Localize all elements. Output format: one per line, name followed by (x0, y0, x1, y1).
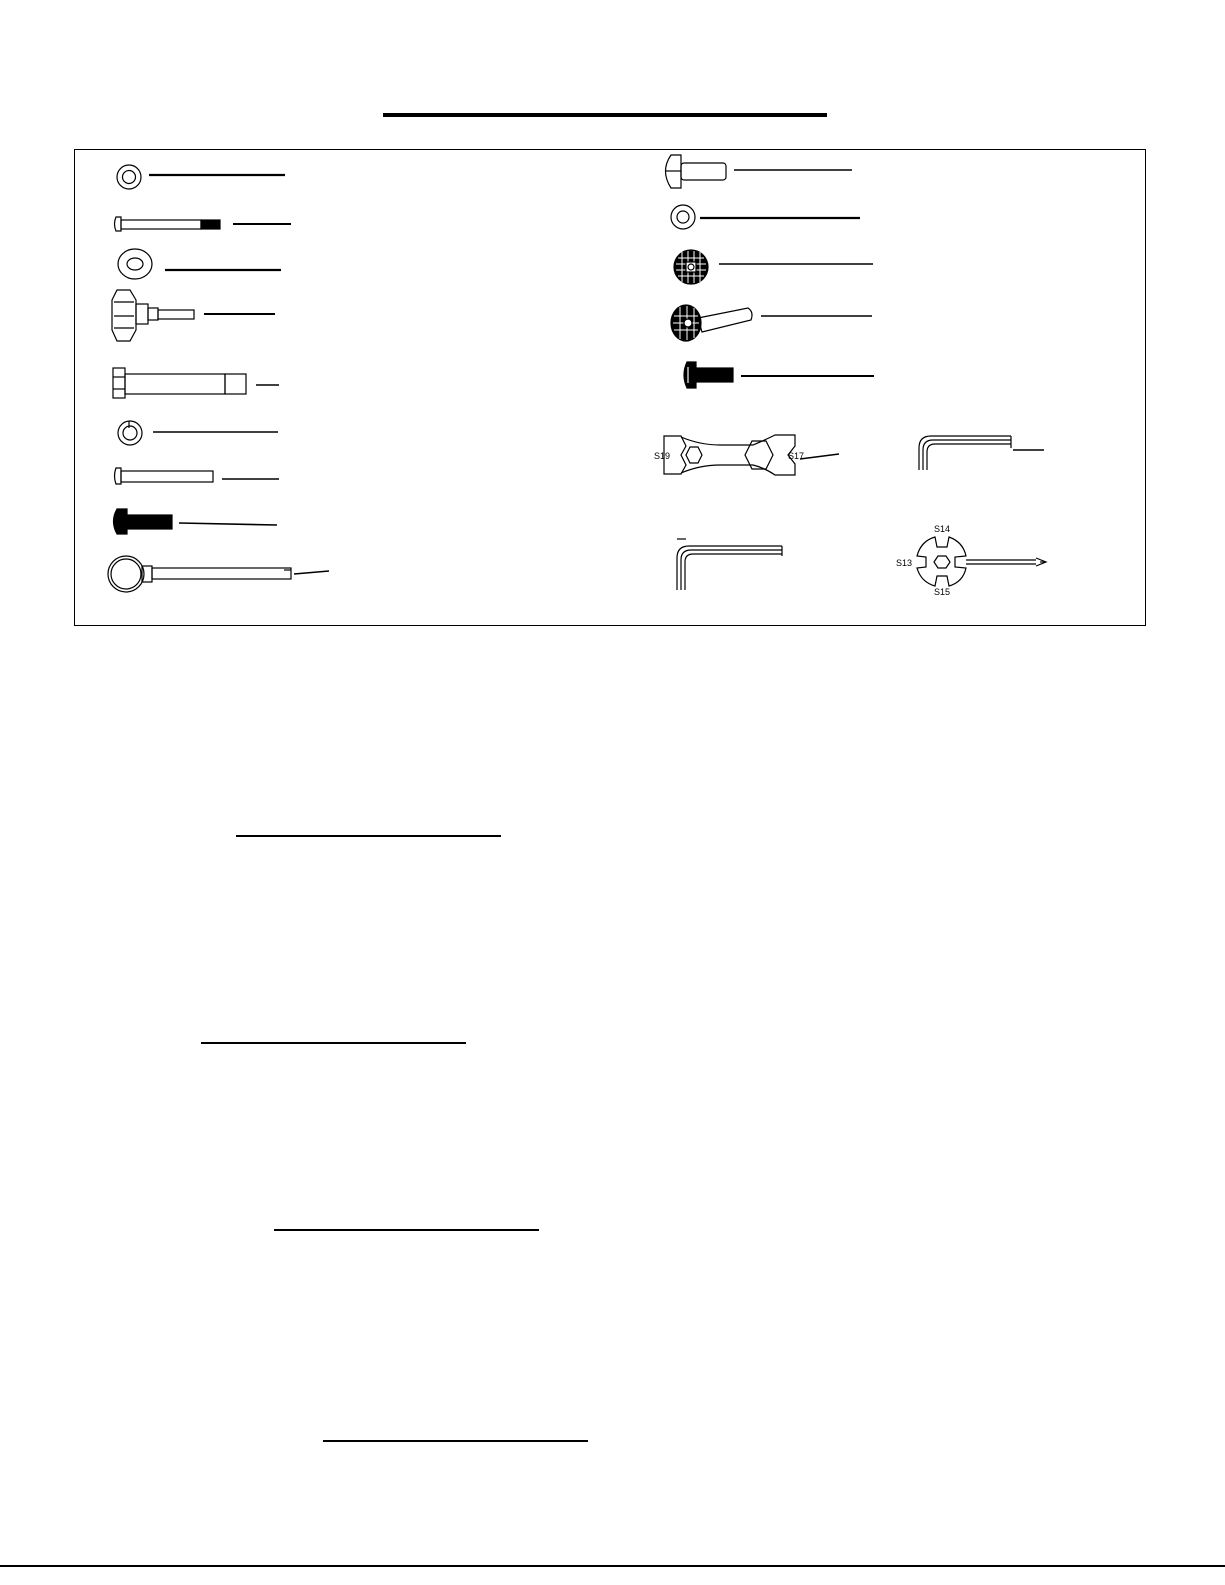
combo-wrench-icon (664, 435, 839, 475)
blank-underline-1 (236, 835, 501, 837)
wrench-size-left: S19 (654, 451, 671, 461)
knurled-knob-icon (674, 250, 873, 284)
blank-underline-3 (274, 1229, 539, 1231)
button-head-screw-icon (114, 509, 278, 534)
ring-pull-pin-icon (108, 556, 329, 592)
footer-rule (0, 1565, 1225, 1567)
knurled-knob-bolt-icon (671, 305, 872, 341)
blank-underline-2 (201, 1042, 466, 1044)
multi-tool-size-bottom: S15 (934, 587, 951, 597)
multi-tool-size-top: S14 (934, 524, 951, 534)
multi-tool-size-left: S13 (896, 558, 913, 568)
allen-key-icon (677, 539, 782, 590)
bolt-icon (115, 217, 292, 231)
multi-tool-icon (917, 537, 1046, 586)
wrench-size-right: S17 (788, 451, 805, 461)
lock-washer-icon (118, 421, 278, 445)
pin-icon (115, 468, 280, 484)
washer-icon (117, 165, 285, 189)
blank-underline-4 (323, 1440, 588, 1442)
short-screw-icon (684, 362, 874, 388)
flat-washer-icon (118, 249, 281, 279)
knob-bolt-icon (112, 290, 275, 341)
small-washer-icon (671, 205, 860, 229)
allen-key-icon (919, 436, 1044, 470)
hex-bolt-icon (113, 368, 279, 398)
round-head-bolt-icon (665, 155, 852, 188)
